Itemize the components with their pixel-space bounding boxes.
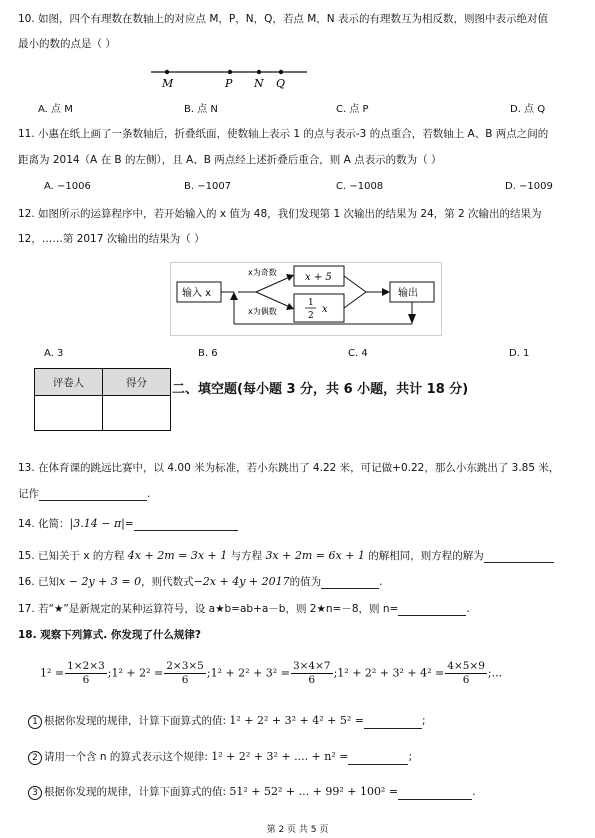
q14-expression: |3.14 − π| [69,517,125,530]
q15-stem: 15. 已知关于 x 的方程 4x + 2m = 3x + 1 与方程 3x + 2m = 6x + 1 的解相同，则方程的解为 [18,549,554,563]
q10-option-b: B. 点 N [184,104,218,115]
point-n-label: N [254,77,264,90]
q13-stem-line1: 13. 在体育课的跳远比赛中，以 4.00 米为标准，若小东跳出了 4.22 米，可记做+0.22，那么小东跳出了 3.85 米， [18,462,560,474]
q18-subquestion-3: 3 根据你发现的规律，计算下面算式的值: 51² + 52² + ... + 99² + 100² = . [28,785,475,800]
q12-option-d: D. 1 [509,348,530,359]
q18-s2-expression: 1² + 2² + 3² + .... + n² = [211,750,349,763]
q15-equation2: 3x + 2m = 6x + 1 [265,549,365,562]
q11-option-b: B. −1007 [184,181,232,192]
q12-stem-line2: 12，……第 2017 次输出的结果为（ ） [18,233,205,245]
score-table-grader-header: 评卷人 [35,369,103,396]
q15-answer-blank [484,550,554,563]
score-table-score-cell [103,396,171,431]
score-table-grader-cell [35,396,103,431]
q18-s1-answer-blank [364,716,422,729]
score-table-score-header: 得分 [103,369,171,396]
point-q-label: Q [276,77,286,90]
q14-answer-blank [134,518,238,531]
q16-expression: −2x + 4y + 2017 [193,575,290,588]
q11-option-a: A. −1006 [44,181,91,192]
op-half-numerator: 1 [308,298,314,308]
q18-s3-expression: 51² + 52² + ... + 99² + 100² = [229,785,399,798]
q17-answer-blank [398,603,466,616]
q18-formula-row: 1² = $\frac{1\times 2\times 3}{6}$ ;1² + 2² = $\frac{2\times 3\times 5}{6}$ ;1² + 2² + 3² = $\frac{3\times 4\times 7}{6}$ ;1² + 2² + 3² + 4² = $\frac{4\times 5\times 9}{6}$ ;... [40,660,503,686]
q17-stem: 17. 若“★”是新规定的某种运算符号，设 a★b=ab+a－b，则 2★n=－8，则 n= . [18,603,470,615]
q10-option-d: D. 点 Q [510,104,546,115]
q12-stem-line1: 12. 如图所示的运算程序中，若开始输入的 x 值为 48，我们发现第 1 次输出的结果为 24，第 2 次输出的结果为 [18,208,542,220]
q18-s1-expression: 1² + 2² + 3² + 4² + 5² = [229,714,364,727]
circled-number-2: 2 [28,751,42,765]
q10-stem-line1: 10. 如图，四个有理数在数轴上的对应点 M，P，N，Q，若点 M，N 表示的有理数互为相反数，则图中表示绝对值 [18,13,548,25]
section-title: 二、填空题(每小题 3 分，共 6 小题，共计 18 分) [172,382,469,397]
point-q-dot [279,70,283,74]
q10-option-c: C. 点 P [336,104,369,115]
point-p-label: P [225,77,233,90]
q18-s2-answer-blank [348,752,408,765]
op-half-denominator: 2 [308,311,314,321]
op-half-var: x [322,304,328,315]
q18-title: 18. 观察下列算式. 你发现了什么规律? [18,629,201,641]
even-label: x为偶数 [248,307,277,316]
q10-option-a: A. 点 M [38,104,73,115]
q12-option-c: C. 4 [348,348,368,359]
q14-stem: 14. 化简：|3.14 − π|= [18,517,238,531]
score-table [34,368,171,431]
q10-stem-line2: 最小的数的点是（ ） [18,38,116,50]
point-m-dot [165,70,169,74]
flowchart-diagram [170,262,442,336]
q11-option-c: C. −1008 [336,181,384,192]
q18-s3-answer-blank [398,787,472,800]
q12-option-a: A. 3 [44,348,64,359]
q18-subquestion-1: 1 根据你发现的规律，计算下面算式的值: 1² + 2² + 3² + 4² + 5² = ; [28,714,426,729]
point-m-label: M [162,77,174,90]
q13-stem-line2: 记作 . [18,488,151,500]
q13-answer-blank [39,488,147,501]
page-footer: 第 2 页 共 5 页 [266,825,329,835]
odd-label: x为奇数 [248,268,277,277]
number-line-diagram [145,60,315,90]
q16-stem: 16. 已知x − 2y + 3 = 0，则代数式−2x + 4y + 2017的值为 . [18,575,383,588]
point-p-dot [228,70,232,74]
point-n-dot [257,70,261,74]
q11-stem-line2: 距离为 2014（A 在 B 的左侧），且 A、B 两点经上述折叠后重合，则 A 点表示的数为（ ） [18,154,442,166]
input-label: 输入 x [182,288,212,299]
q11-option-d: D. −1009 [505,181,553,192]
circled-number-3: 3 [28,786,42,800]
q16-answer-blank [321,576,379,589]
circled-number-1: 1 [28,715,42,729]
q18-subquestion-2: 2 请用一个含 n 的算式表示这个规律: 1² + 2² + 3² + .... + n² = ; [28,750,412,765]
output-label: 输出 [398,288,418,299]
op-half-box [294,294,344,322]
q11-stem-line1: 11. 小惠在纸上画了一条数轴后，折叠纸面，使数轴上表示 1 的点与表示-3 的点重合，若数轴上 A、B 两点之间的 [18,128,549,140]
q12-option-b: B. 6 [198,348,218,359]
q15-equation1: 4x + 2m = 3x + 1 [127,549,228,562]
op-add-label: x + 5 [305,272,332,283]
q16-condition: x − 2y + 3 = 0 [59,575,142,588]
